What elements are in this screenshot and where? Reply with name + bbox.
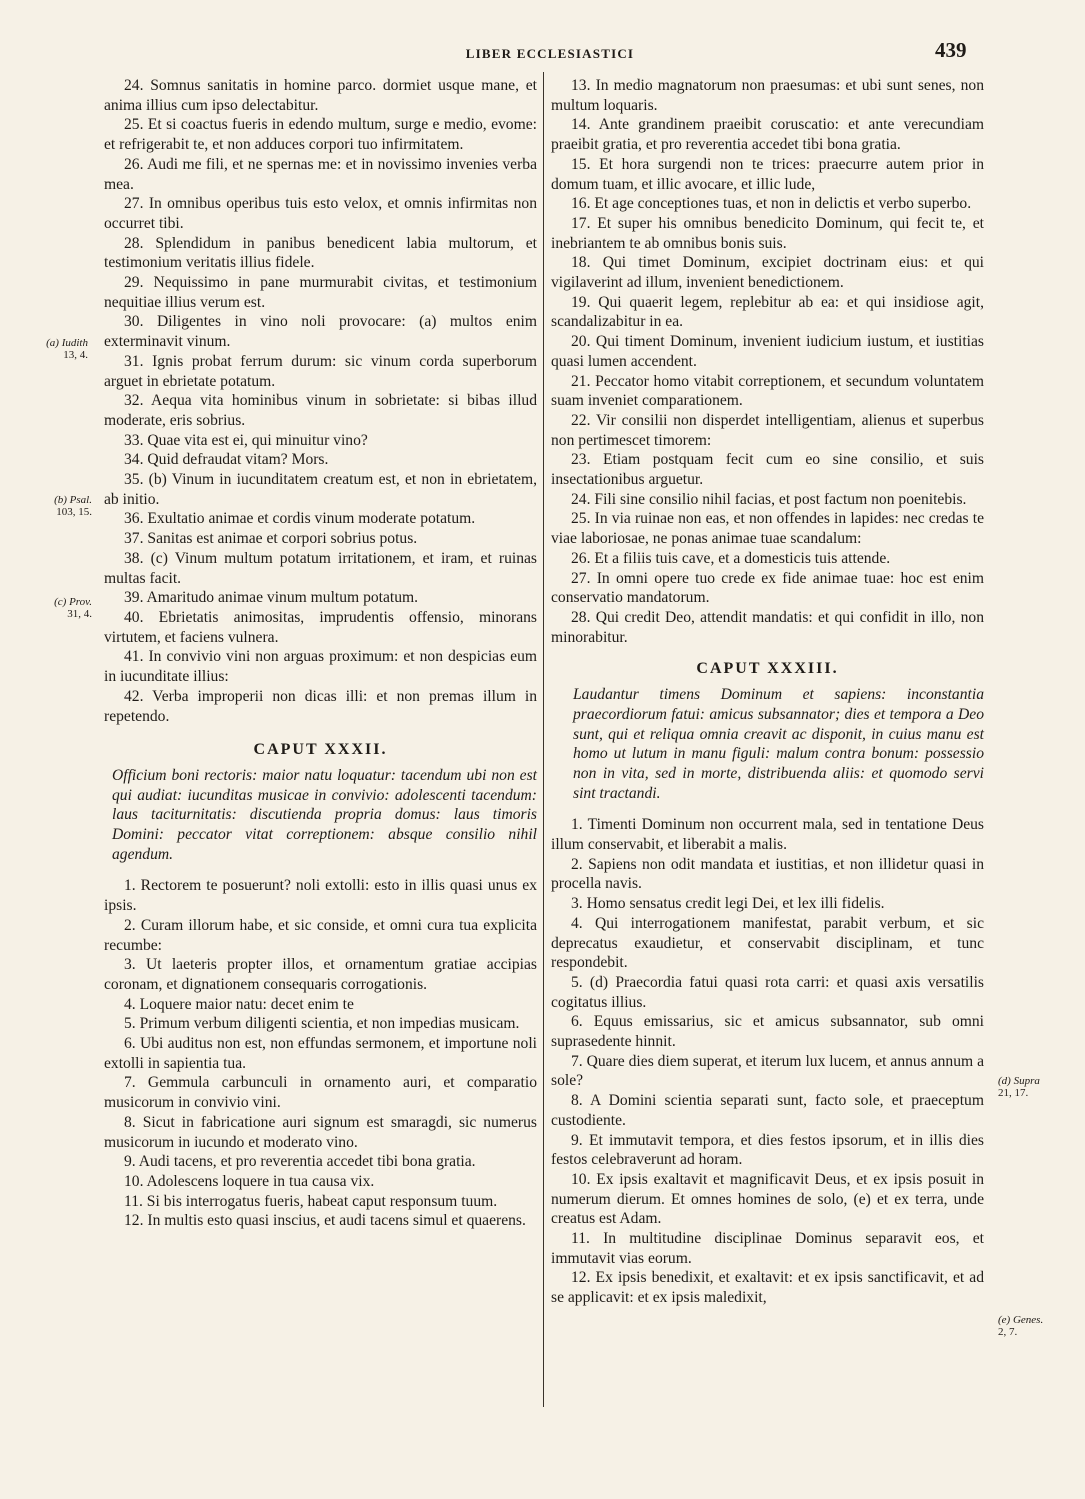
margin-note-d-label: (d) Supra (998, 1075, 1040, 1087)
margin-note-a-label: (a) Iudith (46, 337, 88, 349)
verse: 4. Loquere maior natu: decet enim te (124, 995, 354, 1013)
verse: 34. Quid defraudat vitam? Mors. (124, 451, 329, 469)
verse: 42. Verba improperii non dicas illi: et non premas illum in repetendo. (104, 687, 537, 725)
chapter-heading: CAPUT XXXII. (253, 741, 388, 759)
page-number: 439 (935, 38, 967, 62)
verse: 7. Gemmula carbunculi in ornamento auri, et comparatio musicorum in convivio vini. (104, 1074, 537, 1112)
verse: 32. Aequa vita hominibus vinum in sobrietate: si bibas illud moderate, eris sobrius. (104, 392, 537, 429)
verse: 37. Sanitas est animae et corpori sobrius potus. (124, 530, 418, 548)
verse: 12. Ex ipsis benedixit, et exaltavit: et ex ipsis sanctificavit, et ad se applicavit: et ex ipsis maledixit, (551, 1269, 984, 1307)
verse: 11. Si bis interrogatus fueris, habeat caput responsum tuum. (124, 1192, 498, 1210)
column-divider (543, 72, 544, 1407)
verse: 14. Ante grandinem praeibit coruscatio: et ante verecundiam praeibit gratia, et pro reverentia accedet tibi bona gratia. (551, 116, 984, 154)
left-column (104, 76, 537, 1231)
verse: 20. Qui timent Dominum, invenient iudicium iustum, et iustitias quasi lumen accendent. (551, 333, 984, 370)
verse: 1. Rectorem te posuerunt? noli extolli: esto in illis quasi unus ex ipsis. (104, 877, 537, 915)
verse: 26. Audi me fili, et ne spernas me: et in novissimo invenies verba mea. (104, 155, 537, 193)
right-column (551, 76, 984, 1308)
verse: 1. Timenti Dominum non occurrent mala, sed in tentatione Deus illum conservabit, et liberabit a malis. (551, 816, 984, 854)
verse: 9. Audi tacens, et pro reverentia accedet tibi bona gratia. (124, 1153, 476, 1171)
verse: 27. In omni opere tuo crede ex fide animae tuae: hoc est enim conservatio mandatorum. (551, 569, 984, 607)
verse: 28. Qui credit Deo, attendit mandatis: et qui confidit in illo, non minorabitur. (551, 608, 984, 646)
margin-note-e (998, 1314, 1078, 1338)
verse: 30. Diligentes in vino noli provocare: (a) multos enim exterminavit vinum. (104, 313, 537, 351)
margin-note-b-ref: 103, 15. (56, 506, 92, 518)
margin-note-e-ref: 2, 7. (998, 1326, 1018, 1338)
verse: 36. Exultatio animae et cordis vinum moderate potatum. (124, 510, 476, 528)
verse: 5. Primum verbum diligenti scientia, et non impedias musicam. (124, 1015, 520, 1033)
verse: 21. Peccator homo vitabit correptionem, et secundum voluntatem suam inveniet comparationem. (551, 372, 984, 410)
verse: 18. Qui timet Dominum, excipiet doctrinam eius: et qui vigilaverint ad illum, invenient benedictionem. (551, 254, 984, 292)
verse: 9. Et immutavit tempora, et dies festos ipsorum, et in illis dies festos celebraverunt ad horam. (551, 1131, 984, 1169)
verse: 19. Qui quaerit legem, replebitur ab ea: et qui insidiose agit, scandalizabitur in ea. (551, 293, 984, 331)
verse: 5. (d) Praecordia fatui quasi rota carri: et quasi axis versatilis cogitatus illius. (551, 973, 984, 1011)
verse: 25. Et si coactus fueris in edendo multum, surge e medio, evome: et refrigerabit te, et non adduces corpori tuo infirmitatem. (104, 116, 537, 154)
verse: 22. Vir consilii non disperdet intelligentiam, alienus et superbus non pertimescet timorem: (551, 411, 984, 449)
margin-note-a (18, 337, 88, 361)
margin-note-e-label: (e) Genes. (998, 1314, 1044, 1326)
verse: 2. Curam illorum habe, et sic conside, et omni cura tua explicita recumbe: (104, 916, 537, 954)
verse: 26. Et a filiis tuis cave, et a domesticis tuis attende. (571, 549, 891, 567)
margin-note-b (22, 494, 92, 518)
margin-note-c (22, 596, 92, 620)
verse: 24. Somnus sanitatis in homine parco. dormiet usque mane, et anima illius cum ipso delectabitur. (104, 77, 537, 114)
verse: 10. Ex ipsis exaltavit et magnificavit Deus, et ex ipsis posuit in numerum dierum. Et omnes homines de solo, (e) et ex terra, unde creatus est Adam. (551, 1170, 984, 1228)
verse: 23. Etiam postquam fecit cum eo sine consilio, et suis insectationibus arguetur. (551, 451, 984, 489)
verse: 6. Ubi auditus non est, non effundas sermonem, et importune noli extolli in sapientia tua. (104, 1035, 537, 1072)
verse: 13. In medio magnatorum non praesumas: et ubi sunt senes, non multum loquaris. (551, 77, 984, 114)
verse: 24. Fili sine consilio nihil facias, et post factum non poenitebis. (571, 490, 967, 508)
margin-note-b-label: (b) Psal. (54, 494, 92, 506)
verse: 16. Et age conceptiones tuas, et non in delictis et verbo superbo. (571, 195, 972, 213)
verse: 25. In via ruinae non eas, et non offendes in lapides: nec credas te viae laboriosae, ne ponas animae tuae scandalum: (551, 510, 984, 548)
verse: 33. Quae vita est ei, qui minuitur vino? (124, 431, 368, 449)
verse: 15. Et hora surgendi non te trices: praecurre autem prior in domum tuam, et illic avocare, et illic lude, (551, 155, 984, 193)
verse: 27. In omnibus operibus tuis esto velox, et omnis infirmitas non occurret tibi. (104, 195, 537, 232)
margin-note-d-ref: 21, 17. (998, 1087, 1029, 1099)
chapter-heading: CAPUT XXXIII. (696, 660, 839, 678)
chapter-summary: Laudantur timens Dominum et sapiens: inconstantia praecordiorum fatui: amicus subsannator; dies et tempora a Deo sunt, qui et reliqua omnia creavit ac disponit, in cuius manu est homo ut lutum in manu figuli: malum contra bonum: possessio non in vita, sed in morte, distribuenda aliis: et quomodo servi sint tractandi. (573, 686, 984, 802)
running-title: LIBER ECCLESIASTICI (465, 46, 635, 61)
verse: 12. In multis esto quasi inscius, et audi tacens simul et quaerens. (124, 1212, 526, 1230)
verse: 3. Ut laeteris propter illos, et ornamentum gratiae accipias coronam, et dignationem consequaris corrogationis. (104, 956, 537, 993)
verse: 10. Adolescens loquere in tua causa vix. (124, 1172, 375, 1190)
chapter-summary: Officium boni rectoris: maior natu loquatur: tacendum ubi non est qui audiat: iucunditas musicae in convivio: adolescenti tacendum: laus taciturnitatis: discutienda propria domus: laus timoris Domini: peccator vitat correptionem: absque consilio nihil agendum. (112, 766, 537, 863)
verse: 6. Equus emissarius, sic et amicus subsannator, sub omni suprasedente hinnit. (551, 1013, 984, 1051)
verse: 8. A Domini scientia separati sunt, facto sole, et praeceptum custodiente. (551, 1092, 984, 1129)
verse: 29. Nequissimo in pane murmurabit civitas, et testimonium nequitiae illius verum est. (104, 274, 537, 311)
verse: 35. (b) Vinum in iucunditatem creatum est, et non in ebrietatem, ab initio. (104, 471, 537, 508)
verse: 3. Homo sensatus credit legi Dei, et lex illi fidelis. (571, 895, 885, 913)
verse: 41. In convivio vini non arguas proximum: et non despicias eum in iucunditate illius: (104, 648, 537, 686)
verse: 4. Qui interrogationem manifestat, parabit verbum, et sic deprecatus exaudietur, et conservabit disciplinam, et tunc respondebit. (551, 914, 984, 972)
verse: 7. Quare dies diem superat, et iterum lux lucem, et annus annum a sole? (551, 1052, 984, 1090)
margin-note-c-ref: 31, 4. (67, 608, 92, 620)
verse: 31. Ignis probat ferrum durum: sic vinum corda superborum arguet in ebrietate potatum. (104, 352, 537, 390)
margin-note-a-ref: 13, 4. (63, 349, 88, 361)
verse: 40. Ebrietatis animositas, imprudentis offensio, minorans virtutem, et faciens vulnera. (104, 608, 537, 646)
verse: 11. In multitudine disciplinae Dominus separavit eos, et immutavit vias eorum. (551, 1230, 984, 1267)
verse: 38. (c) Vinum multum potatum irritationem, et iram, et ruinas multas facit. (104, 549, 537, 587)
margin-note-c-label: (c) Prov. (54, 596, 92, 608)
verse: 17. Et super his omnibus benedicito Dominum, qui fecit te, et inebriantem te ab omnibus bonis suis. (551, 214, 984, 252)
verse: 8. Sicut in fabricatione auri signum est smaragdi, sic numerus musicorum in iucundo et moderato vino. (104, 1113, 537, 1151)
margin-note-d (998, 1075, 1078, 1099)
verse: 2. Sapiens non odit mandata et iustitias, et non illidetur quasi in procella navis. (551, 855, 984, 893)
verse: 39. Amaritudo animae vinum multum potatum. (124, 589, 419, 607)
verse: 28. Splendidum in panibus benedicent labia multorum, et testimonium veritatis illius fidele. (104, 234, 537, 272)
